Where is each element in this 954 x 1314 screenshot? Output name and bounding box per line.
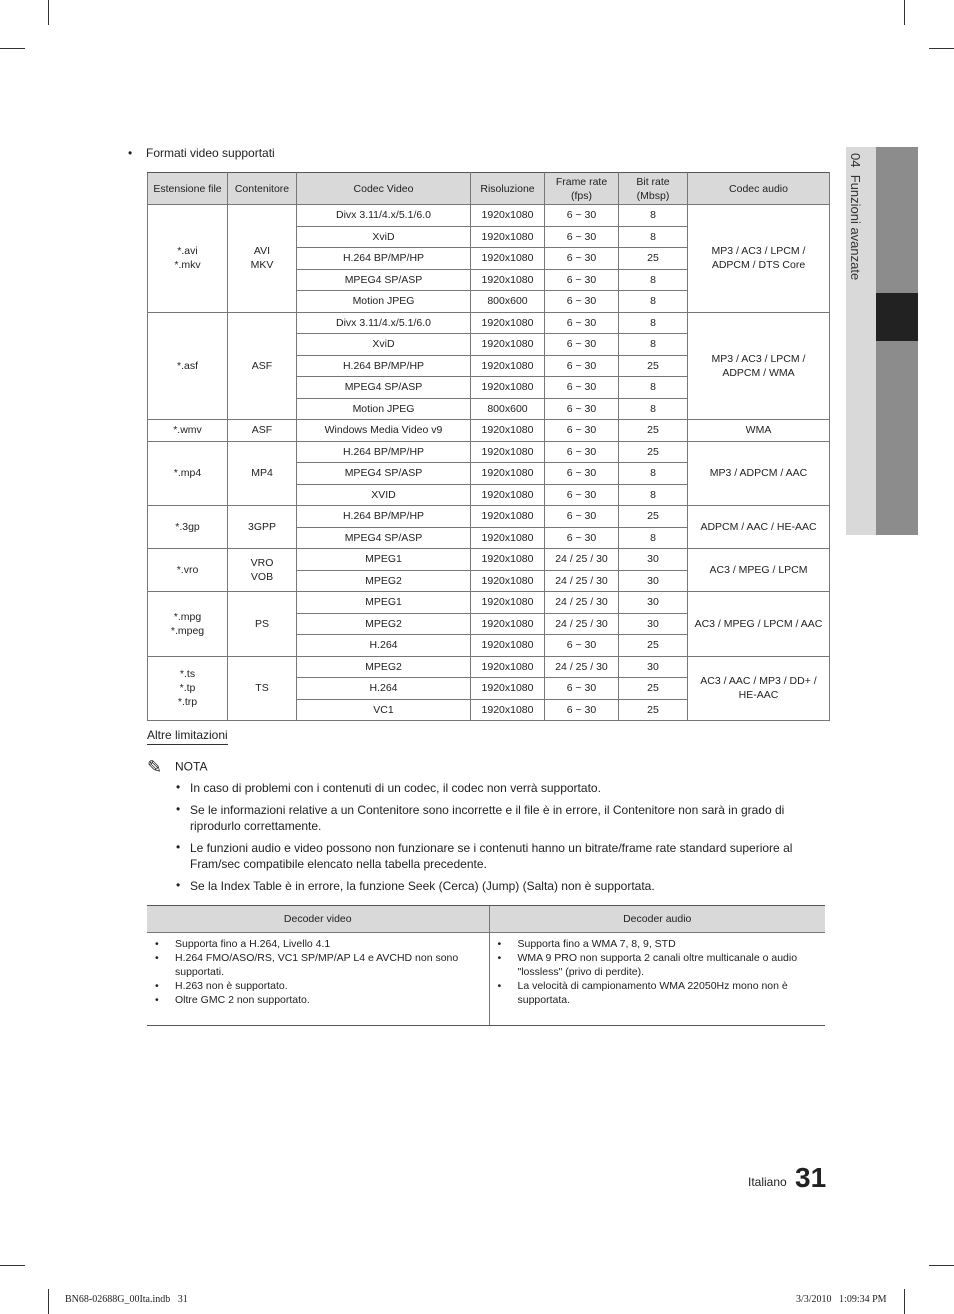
header-container: Contenitore (228, 173, 297, 205)
audio-codec-cell: AC3 / AAC / MP3 / DD+ / HE-AAC (688, 656, 830, 721)
resolution-cell: 1920x1080 (471, 355, 545, 377)
header-audio-decoder: Decoder audio (489, 906, 825, 933)
frame-rate-cell: 6 ~ 30 (545, 205, 619, 227)
header-extension: Estensione file (148, 173, 228, 205)
bit-rate-cell: 8 (619, 334, 688, 356)
container-cell: MP4 (228, 441, 297, 506)
video-format-table (147, 172, 830, 721)
frame-rate-cell: 6 ~ 30 (545, 334, 619, 356)
video-codec-cell: MPEG1 (297, 592, 471, 614)
list-item: • Se la Index Table è in errore, la funzione Seek (Cerca) (Jump) (Salta) non è supportata. (176, 878, 828, 894)
frame-rate-cell: 24 / 25 / 30 (545, 570, 619, 592)
crop-mark (48, 1289, 49, 1314)
container-cell: ASF (228, 312, 297, 420)
footer-file-name: BN68-02688G_00Ita.indb 31 (65, 1294, 188, 1305)
bit-rate-cell: 8 (619, 484, 688, 506)
video-codec-cell: Divx 3.11/4.x/5.1/6.0 (297, 312, 471, 334)
video-codec-cell: Motion JPEG (297, 398, 471, 420)
bit-rate-cell: 8 (619, 312, 688, 334)
sidebar-label (846, 147, 876, 535)
header-frame-rate: Frame rate (fps) (545, 173, 619, 205)
bit-rate-cell: 30 (619, 613, 688, 635)
video-codec-cell: MPEG1 (297, 549, 471, 571)
table-row (148, 420, 830, 442)
video-codec-cell: MPEG2 (297, 656, 471, 678)
list-item: • La velocità di campionamento WMA 22050Hz mono non è supportata. (518, 979, 826, 1007)
header-bit-rate: Bit rate (Mbsp) (619, 173, 688, 205)
frame-rate-cell: 6 ~ 30 (545, 463, 619, 485)
bit-rate-cell: 25 (619, 441, 688, 463)
audio-codec-cell: ADPCM / AAC / HE-AAC (688, 506, 830, 549)
resolution-cell: 1920x1080 (471, 441, 545, 463)
video-codec-cell: MPEG2 (297, 570, 471, 592)
resolution-cell: 1920x1080 (471, 420, 545, 442)
resolution-cell: 800x600 (471, 291, 545, 313)
audio-decoder-cell (489, 933, 825, 1026)
resolution-cell: 1920x1080 (471, 226, 545, 248)
sidebar-chapter-title (848, 153, 863, 280)
resolution-cell: 1920x1080 (471, 527, 545, 549)
video-decoder-list (147, 937, 489, 1007)
table-row (148, 506, 830, 528)
extension-cell: *.avi *.mkv (148, 205, 228, 313)
bit-rate-cell: 8 (619, 398, 688, 420)
frame-rate-cell: 6 ~ 30 (545, 312, 619, 334)
resolution-cell: 1920x1080 (471, 635, 545, 657)
video-codec-cell: MPEG4 SP/ASP (297, 527, 471, 549)
list-item: • WMA 9 PRO non supporta 2 canali oltre multicanale o audio "lossless" (privo di perdite). (518, 951, 826, 979)
crop-mark (929, 48, 954, 49)
chapter-number: 04 (848, 153, 863, 168)
frame-rate-cell: 6 ~ 30 (545, 269, 619, 291)
frame-rate-cell: 24 / 25 / 30 (545, 613, 619, 635)
table-header-row (147, 906, 825, 933)
frame-rate-cell: 6 ~ 30 (545, 699, 619, 721)
list-item: • H.264 FMO/ASO/RS, VC1 SP/MP/AP L4 e AVCHD non sono supportati. (175, 951, 489, 979)
frame-rate-cell: 6 ~ 30 (545, 484, 619, 506)
chapter-title: Funzioni avanzate (848, 174, 863, 281)
video-codec-cell: H.264 BP/MP/HP (297, 441, 471, 463)
resolution-cell: 1920x1080 (471, 334, 545, 356)
bit-rate-cell: 8 (619, 463, 688, 485)
video-codec-cell: H.264 BP/MP/HP (297, 506, 471, 528)
resolution-cell: 1920x1080 (471, 549, 545, 571)
frame-rate-cell: 24 / 25 / 30 (545, 549, 619, 571)
crop-mark (929, 1265, 954, 1266)
frame-rate-cell: 6 ~ 30 (545, 248, 619, 270)
bit-rate-cell: 30 (619, 656, 688, 678)
video-codec-cell: VC1 (297, 699, 471, 721)
crop-mark (904, 1289, 905, 1314)
audio-decoder-list (490, 937, 826, 1007)
chapter-sidebar (846, 147, 918, 535)
frame-rate-cell: 6 ~ 30 (545, 527, 619, 549)
bit-rate-cell: 8 (619, 205, 688, 227)
bullet-glyph: • (128, 146, 133, 160)
resolution-cell: 1920x1080 (471, 463, 545, 485)
container-cell: ASF (228, 420, 297, 442)
list-item: • Le funzioni audio e video possono non funzionare se i contenuti hanno un bitrate/frame rate standard superiore al Fram/sec compatibile elencato nella tabella precedente. (176, 840, 828, 872)
video-codec-cell: XviD (297, 334, 471, 356)
sidebar-dark-band (876, 147, 918, 535)
bit-rate-cell: 8 (619, 291, 688, 313)
header-video-decoder: Decoder video (147, 906, 489, 933)
note-list (176, 780, 828, 900)
resolution-cell: 1920x1080 (471, 699, 545, 721)
video-decoder-cell (147, 933, 489, 1026)
table-row (148, 592, 830, 614)
container-cell: AVI MKV (228, 205, 297, 313)
audio-codec-cell: WMA (688, 420, 830, 442)
container-cell: VRO VOB (228, 549, 297, 592)
resolution-cell: 1920x1080 (471, 484, 545, 506)
frame-rate-cell: 6 ~ 30 (545, 635, 619, 657)
audio-codec-cell: AC3 / MPEG / LPCM (688, 549, 830, 592)
container-cell: PS (228, 592, 297, 657)
frame-rate-cell: 6 ~ 30 (545, 398, 619, 420)
extension-cell: *.vro (148, 549, 228, 592)
bit-rate-cell: 25 (619, 699, 688, 721)
video-codec-cell: MPEG4 SP/ASP (297, 269, 471, 291)
frame-rate-cell: 6 ~ 30 (545, 291, 619, 313)
bit-rate-cell: 30 (619, 570, 688, 592)
bit-rate-cell: 25 (619, 355, 688, 377)
frame-rate-cell: 6 ~ 30 (545, 506, 619, 528)
video-codec-cell: H.264 (297, 635, 471, 657)
resolution-cell: 1920x1080 (471, 377, 545, 399)
video-codec-cell: MPEG2 (297, 613, 471, 635)
footer-language: Italiano (748, 1175, 787, 1189)
resolution-cell: 1920x1080 (471, 656, 545, 678)
bit-rate-cell: 8 (619, 527, 688, 549)
bit-rate-cell: 30 (619, 549, 688, 571)
frame-rate-cell: 6 ~ 30 (545, 377, 619, 399)
frame-rate-cell: 6 ~ 30 (545, 226, 619, 248)
list-item: • H.263 non è supportato. (175, 979, 489, 993)
video-codec-cell: MPEG4 SP/ASP (297, 377, 471, 399)
resolution-cell: 1920x1080 (471, 312, 545, 334)
resolution-cell: 1920x1080 (471, 592, 545, 614)
table-row (148, 205, 830, 227)
frame-rate-cell: 6 ~ 30 (545, 678, 619, 700)
table-row (148, 312, 830, 334)
section-bullet (128, 146, 275, 160)
crop-mark (0, 48, 25, 49)
bit-rate-cell: 25 (619, 420, 688, 442)
bit-rate-cell: 8 (619, 377, 688, 399)
note-label: NOTA (175, 759, 208, 774)
audio-codec-cell: MP3 / ADPCM / AAC (688, 441, 830, 506)
video-codec-cell: Divx 3.11/4.x/5.1/6.0 (297, 205, 471, 227)
list-item: • Oltre GMC 2 non supportato. (175, 993, 489, 1007)
table-row (147, 933, 825, 1026)
frame-rate-cell: 24 / 25 / 30 (545, 592, 619, 614)
video-codec-cell: MPEG4 SP/ASP (297, 463, 471, 485)
extension-cell: *.ts *.tp *.trp (148, 656, 228, 721)
crop-mark (0, 1265, 25, 1266)
list-item: • Se le informazioni relative a un Contenitore sono incorrette e il file è in errore, il Contenitore non sarà in grado di riprodurlo correttamente. (176, 802, 828, 834)
table-row (148, 656, 830, 678)
video-codec-cell: XviD (297, 226, 471, 248)
bit-rate-cell: 25 (619, 678, 688, 700)
resolution-cell: 1920x1080 (471, 506, 545, 528)
frame-rate-cell: 24 / 25 / 30 (545, 656, 619, 678)
frame-rate-cell: 6 ~ 30 (545, 420, 619, 442)
note-heading (147, 757, 207, 778)
resolution-cell: 1920x1080 (471, 570, 545, 592)
resolution-cell: 1920x1080 (471, 248, 545, 270)
section-title: Altre limitazioni (147, 728, 228, 745)
bit-rate-cell: 30 (619, 592, 688, 614)
table-header-row (148, 173, 830, 205)
sidebar-active-marker (876, 293, 918, 341)
decoder-table (147, 905, 825, 1026)
video-codec-cell: H.264 BP/MP/HP (297, 248, 471, 270)
section-bullet-text: Formati video supportati (146, 146, 275, 160)
bit-rate-cell: 25 (619, 635, 688, 657)
video-codec-cell: XVID (297, 484, 471, 506)
frame-rate-cell: 6 ~ 30 (545, 441, 619, 463)
resolution-cell: 1920x1080 (471, 678, 545, 700)
audio-codec-cell: MP3 / AC3 / LPCM / ADPCM / DTS Core (688, 205, 830, 313)
footer-date: 3/3/2010 1:09:34 PM (796, 1294, 887, 1305)
video-codec-cell: H.264 (297, 678, 471, 700)
extension-cell: *.asf (148, 312, 228, 420)
extension-cell: *.mp4 (148, 441, 228, 506)
pencil-icon: ✎ (147, 757, 163, 777)
frame-rate-cell: 6 ~ 30 (545, 355, 619, 377)
audio-codec-cell: AC3 / MPEG / LPCM / AAC (688, 592, 830, 657)
container-cell: 3GPP (228, 506, 297, 549)
resolution-cell: 800x600 (471, 398, 545, 420)
extension-cell: *.3gp (148, 506, 228, 549)
resolution-cell: 1920x1080 (471, 269, 545, 291)
bit-rate-cell: 8 (619, 226, 688, 248)
page-number: 31 (795, 1162, 827, 1193)
header-audio-codec: Codec audio (688, 173, 830, 205)
extension-cell: *.mpg *.mpeg (148, 592, 228, 657)
video-codec-cell: Motion JPEG (297, 291, 471, 313)
bit-rate-cell: 25 (619, 506, 688, 528)
video-codec-cell: Windows Media Video v9 (297, 420, 471, 442)
video-format-table-body (148, 205, 830, 721)
audio-codec-cell: MP3 / AC3 / LPCM / ADPCM / WMA (688, 312, 830, 420)
list-item: • Supporta fino a H.264, Livello 4.1 (175, 937, 489, 951)
header-video-codec: Codec Video (297, 173, 471, 205)
resolution-cell: 1920x1080 (471, 613, 545, 635)
bit-rate-cell: 8 (619, 269, 688, 291)
crop-mark (904, 0, 905, 25)
extension-cell: *.wmv (148, 420, 228, 442)
list-item: • Supporta fino a WMA 7, 8, 9, STD (518, 937, 826, 951)
table-row (148, 549, 830, 571)
video-codec-cell: H.264 BP/MP/HP (297, 355, 471, 377)
table-row (148, 441, 830, 463)
container-cell: TS (228, 656, 297, 721)
header-resolution: Risoluzione (471, 173, 545, 205)
list-item: • In caso di problemi con i contenuti di un codec, il codec non verrà supportato. (176, 780, 828, 796)
bit-rate-cell: 25 (619, 248, 688, 270)
crop-mark (48, 0, 49, 25)
resolution-cell: 1920x1080 (471, 205, 545, 227)
